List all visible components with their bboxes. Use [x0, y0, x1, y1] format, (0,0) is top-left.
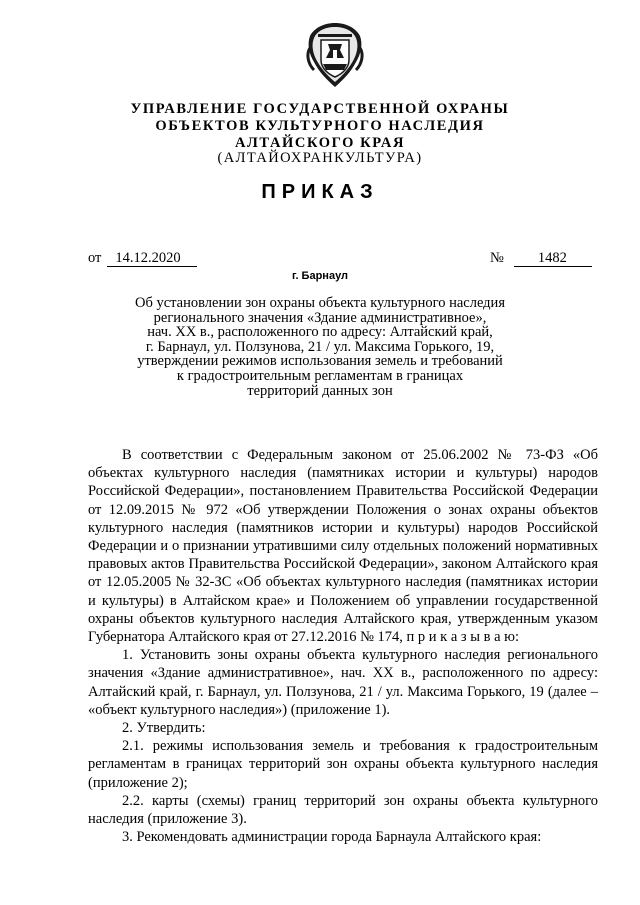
- order-subject: [0, 296, 640, 398]
- order-number: [490, 250, 592, 267]
- org-name-line-1: УПРАВЛЕНИЕ ГОСУДАРСТВЕННОЙ ОХРАНЫ: [130, 101, 510, 117]
- item-2-1-paragraph: 2.1. режимы использования земель и требования к градостроительным регламентам в границах территорий зон охраны объекта культурного наследия (приложение 2);: [88, 738, 598, 791]
- order-body: [88, 446, 598, 846]
- subject-line: территорий данных зон: [247, 382, 393, 399]
- item-2-paragraph: 2. Утвердить:: [122, 720, 206, 737]
- subject-line: г. Барнаул, ул. Ползунова, 21 / ул. Максима Горького, 19,: [145, 338, 495, 355]
- item-3-paragraph: 3. Рекомендовать администрации города Барнаула Алтайского края:: [122, 829, 542, 846]
- item-2-2-paragraph: 2.2. карты (схемы) границ территорий зон охраны объекта культурного наследия (приложение 3).: [88, 792, 598, 828]
- date-label: от: [88, 250, 102, 266]
- subject-line: к градостроительным регламентам в границах: [176, 367, 464, 384]
- city-line: г. Барнаул: [291, 270, 349, 282]
- subject-line: нач. XX в., расположенного по адресу: Алтайский край,: [147, 324, 493, 341]
- coat-of-arms-emblem: [304, 20, 366, 90]
- number-value: 1482: [514, 251, 592, 267]
- org-abbreviation: (АЛТАЙОХРАНКУЛЬТУРА): [217, 150, 423, 166]
- org-name-line-3: АЛТАЙСКОГО КРАЯ: [234, 135, 406, 151]
- document-title: ПРИКАЗ: [261, 181, 379, 203]
- subject-line: утверждении режимов использования земель и требований: [137, 353, 503, 370]
- subject-line: Об установлении зон охраны объекта культурного наследия: [135, 295, 505, 311]
- preamble-paragraph: В соответствии с Федеральным законом от 25.06.2002 № 73-ФЗ «Об объектах культурного наследия (памятниках истории и культуры) народов Российской Федерации», постановлением Правительства Российской Федерации от 12.09.2015 № 972 «Об утверждении Положения о зонах охраны объектов культурного наследия (памятников истории и культуры) народов Российской Федерации и о признании утратившими силу отдельных положений нормативных правовых актов Правительства Российской Федерации», законом Алтайского края от 12.05.2005 № 32-ЗС «Об объектах культурного наследия (памятниках истории и культуры) в Алтайском крае» и Положением об управлении государственной охраны объектов культурного наследия Алтайского края, утвержденным указом Губернатора Алтайского края от 27.12.2016 № 174, п р и к а з ы в а ю:: [88, 447, 598, 646]
- item-1-paragraph: 1. Установить зоны охраны объекта культурного наследия регионального значения «Здание административное», нач. XX в., расположенного по адресу: Алтайский край, г. Барнаул, ул. Ползунова, 21 / ул. Максима Горького, 19 (далее – «объект культурного наследия») (приложение 1).: [88, 647, 598, 718]
- date-value: 14.12.2020: [107, 251, 197, 267]
- order-date: [88, 250, 197, 267]
- number-label: №: [490, 250, 504, 266]
- subject-line: регионального значения «Здание административное»,: [153, 309, 487, 326]
- org-name-line-2: ОБЪЕКТОВ КУЛЬТУРНОГО НАСЛЕДИЯ: [155, 118, 485, 134]
